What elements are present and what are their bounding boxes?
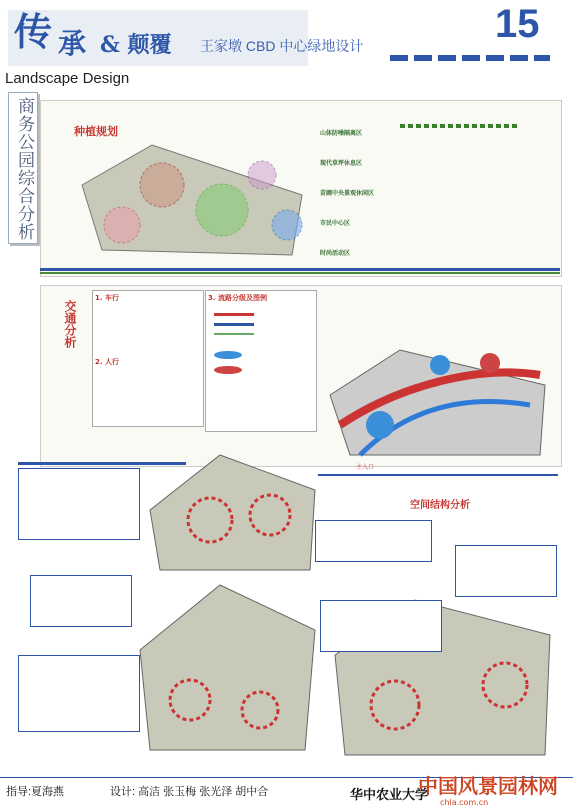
zone-name: 现代草坪休息区 (320, 160, 363, 167)
note-box (30, 575, 132, 627)
note-box (320, 600, 442, 652)
note-box (455, 545, 557, 597)
zone-item (320, 120, 550, 150)
zone-item (320, 240, 550, 270)
traffic-map (320, 345, 555, 465)
planting-map (62, 135, 312, 265)
zone-name: 市民中心区 (320, 220, 351, 227)
zone-item (320, 180, 550, 210)
footer-advisor: 指导:夏海燕 (6, 786, 65, 798)
traffic-notes-box (92, 290, 204, 427)
zone-name: 山体防噪隔离区 (320, 130, 363, 137)
divider (40, 268, 560, 271)
english-title: Landscape Design (5, 70, 130, 87)
header-dashes (390, 55, 550, 61)
zone-item (320, 210, 550, 240)
title-char-chuan: 传 (14, 9, 53, 54)
zone-item (320, 150, 550, 180)
sidebar-label-box (8, 92, 38, 244)
watermark: 中国风景园林网 (418, 774, 558, 798)
space-map-2 (130, 580, 320, 760)
traffic-title: 交通分析 (63, 300, 77, 348)
note-box (315, 520, 432, 562)
space-map-1 (140, 450, 320, 580)
divider (318, 474, 558, 476)
title-diansfu: & 颠覆 (100, 32, 172, 58)
traffic-sec1: 1. 车行 (95, 294, 119, 302)
planting-zone-list (320, 120, 550, 270)
space-title: 空间结构分析 (410, 500, 470, 511)
planting-title: 种植规划 (74, 125, 118, 138)
header-band (0, 0, 573, 87)
note-box (18, 468, 140, 540)
sidebar-label: 商务公园综合分析 (14, 97, 34, 241)
project-subtitle: 王家墩 CBD 中心绿地设计 (200, 38, 364, 54)
traffic-sec2: 2. 人行 (95, 358, 119, 366)
footer-designers: 设计: 高洁 张玉梅 张光泽 胡中合 (110, 786, 269, 798)
divider (40, 272, 560, 274)
legend-title: 3. 流路分级及图例 (208, 294, 267, 302)
zone-name: 时尚活动区 (320, 250, 351, 257)
footer-school: 华中农业大学 (350, 788, 429, 803)
traffic-legend-box (205, 290, 317, 432)
watermark-url: chla.com.cn (440, 798, 489, 807)
entrance-label: 主入口 (356, 464, 375, 471)
zone-name: 苗圃中央景观休闲区 (320, 190, 375, 197)
note-box (18, 655, 140, 732)
page-number: 15 (495, 2, 540, 46)
title-char-cheng: 承 (58, 27, 87, 60)
